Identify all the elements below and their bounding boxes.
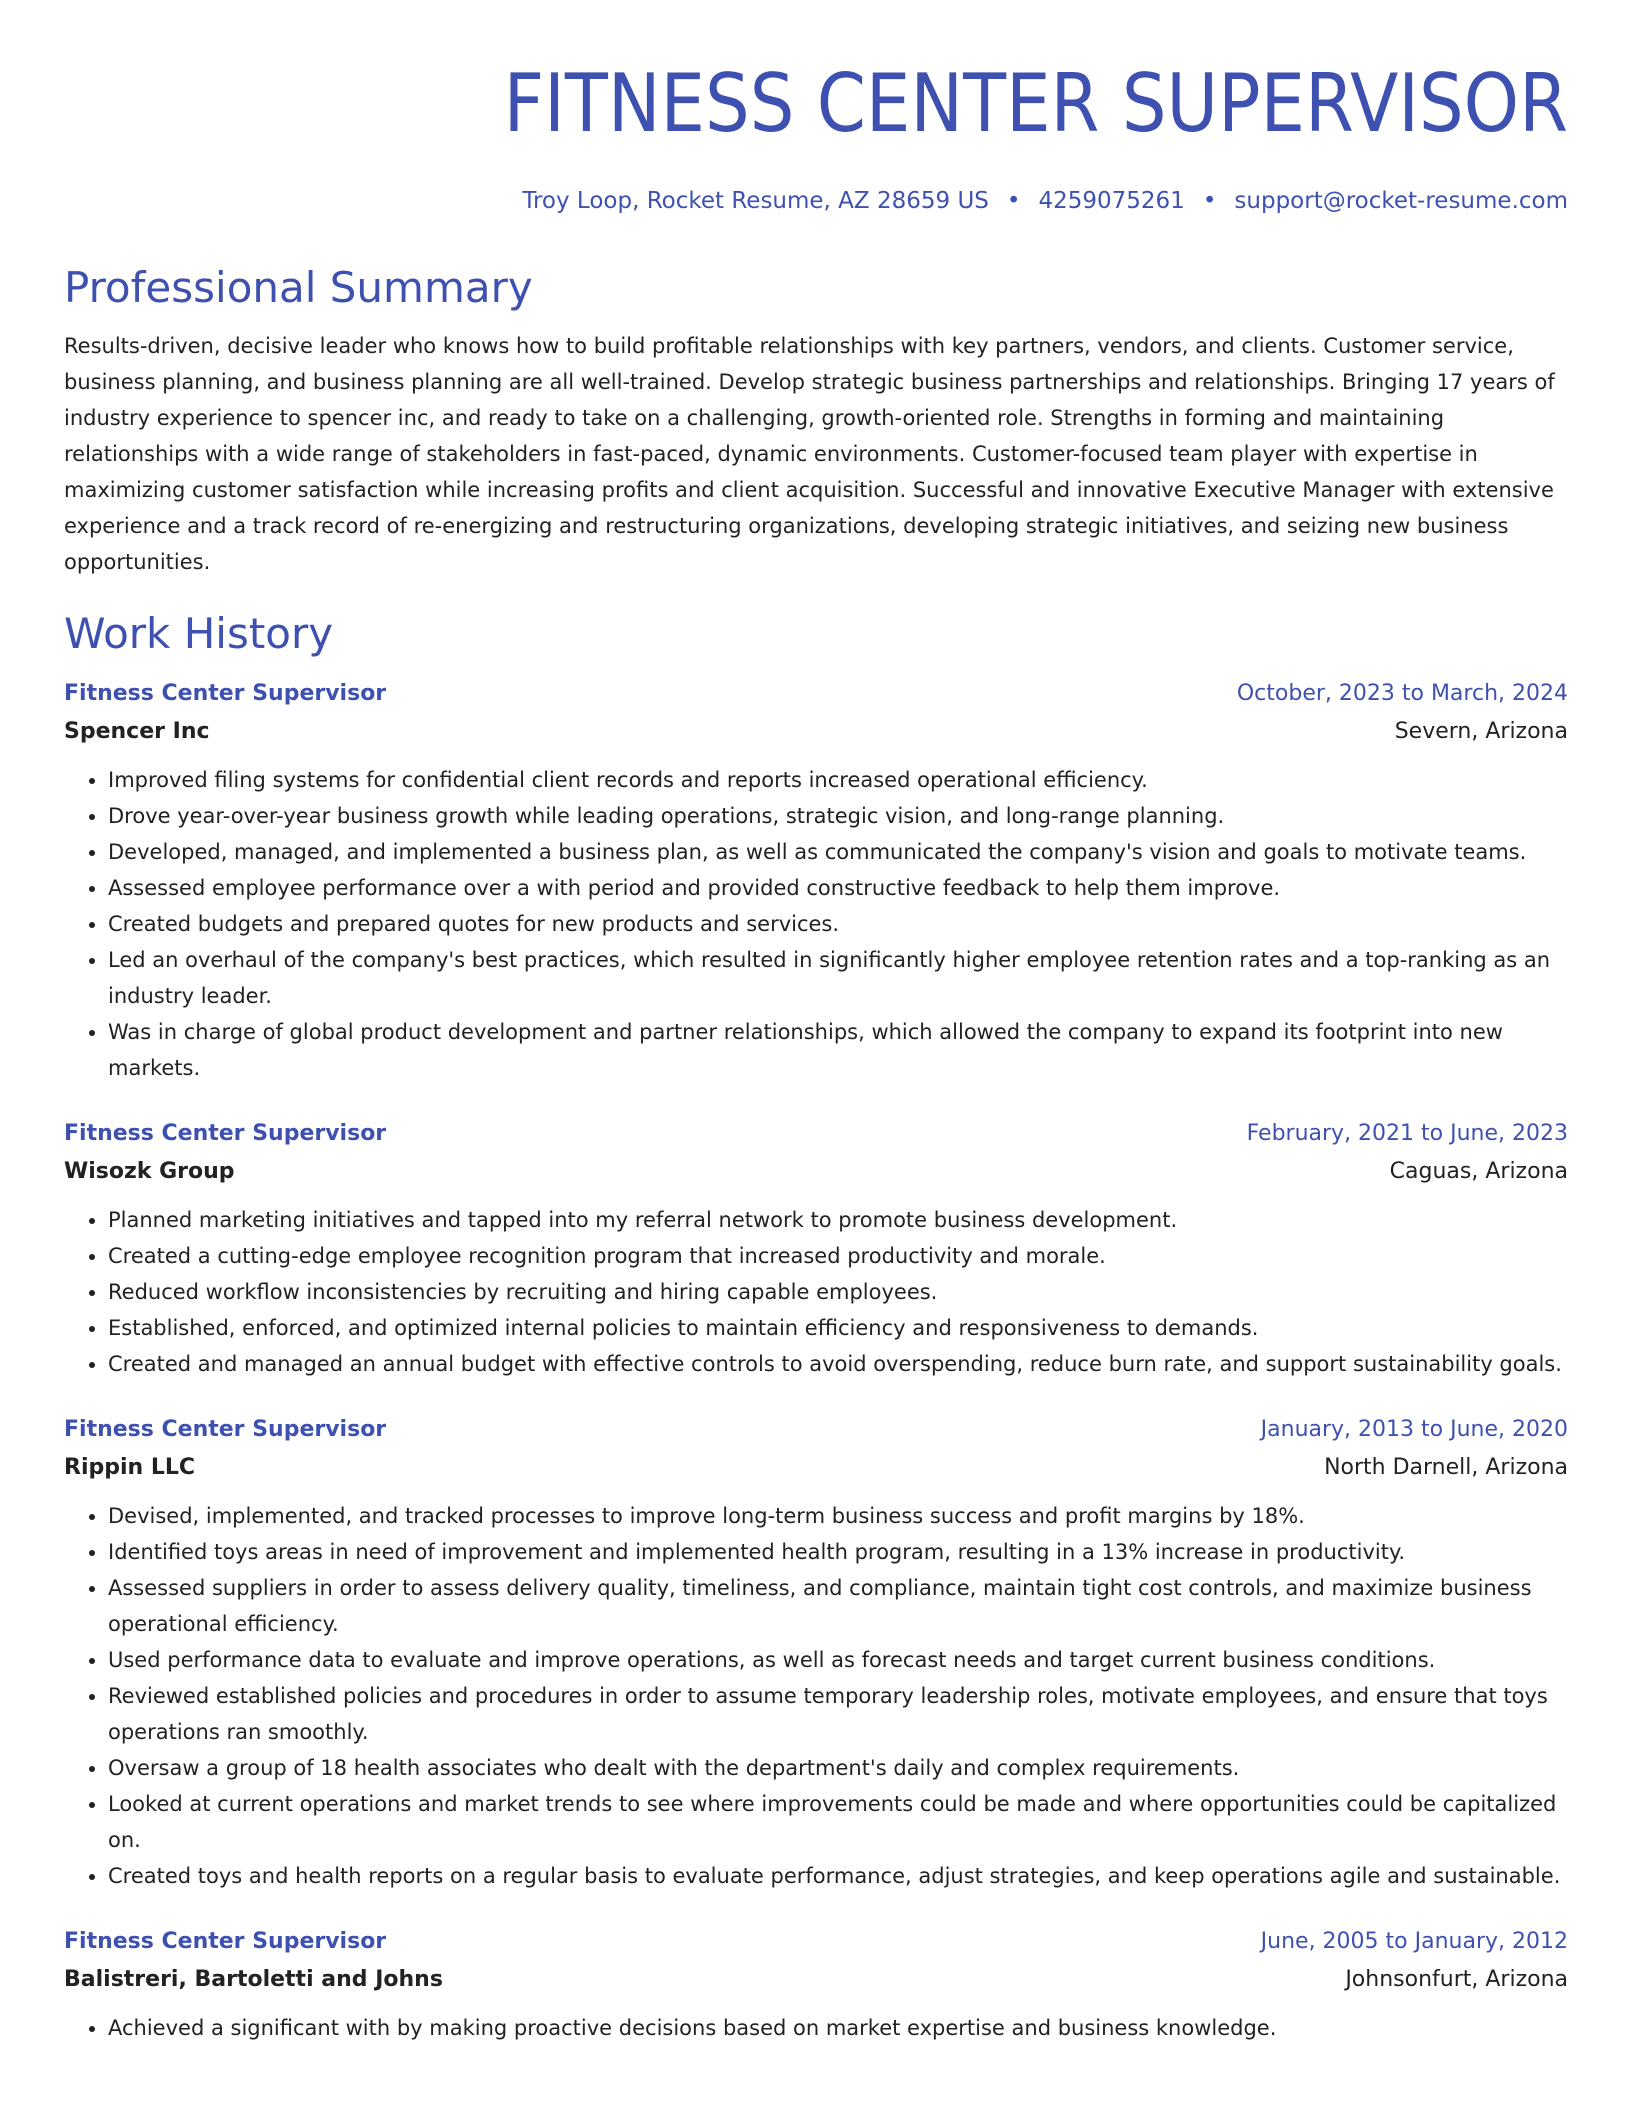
job-location: Johnsonfurt, Arizona bbox=[1345, 1967, 1568, 1992]
summary-heading: Professional Summary bbox=[64, 263, 533, 312]
contact-separator: • bbox=[1006, 188, 1021, 214]
job-company-row bbox=[64, 712, 1568, 752]
job-bullet: • Was in charge of global product development and partner relationships, which allowed the company to expand its footprint into new markets. bbox=[108, 1014, 1568, 1086]
job-bullet: • Established, enforced, and optimized internal policies to maintain efficiency and responsiveness to demands. bbox=[108, 1310, 1568, 1346]
job-bullet: • Improved filing systems for confidential client records and reports increased operational efficiency. bbox=[108, 762, 1568, 798]
job-title-row bbox=[64, 1412, 1568, 1448]
job-bullet: • Identified toys areas in need of improvement and implemented health program, resulting in a 13% increase in productivity. bbox=[108, 1534, 1568, 1570]
job-title: Fitness Center Supervisor bbox=[64, 681, 387, 706]
contact-email[interactable]: support@rocket-resume.com bbox=[1234, 188, 1568, 214]
job-bullet: • Assessed employee performance over a with period and provided constructive feedback to help them improve. bbox=[108, 870, 1568, 906]
job-bullet: • Oversaw a group of 18 health associates who dealt with the department's daily and complex requirements. bbox=[108, 1750, 1568, 1786]
work-history-list bbox=[64, 676, 1568, 2046]
job-bullet-list bbox=[64, 2010, 1568, 2046]
job-bullet: • Reviewed established policies and procedures in order to assume temporary leadership roles, motivate employees, and ensure that toys operations ran smoothly. bbox=[108, 1678, 1568, 1750]
job-dates: June, 2005 to January, 2012 bbox=[1260, 1929, 1568, 1954]
contact-phone: 4259075261 bbox=[1038, 188, 1185, 214]
job-location: Severn, Arizona bbox=[1394, 719, 1568, 744]
job-bullet: • Created a cutting-edge employee recognition program that increased productivity and morale. bbox=[108, 1238, 1568, 1274]
job-entry bbox=[64, 676, 1568, 1086]
job-company: Wisozk Group bbox=[64, 1159, 235, 1184]
job-title-row bbox=[64, 1116, 1568, 1152]
job-company: Balistreri, Bartoletti and Johns bbox=[64, 1967, 443, 1992]
job-bullet: • Planned marketing initiatives and tapped into my referral network to promote business development. bbox=[108, 1202, 1568, 1238]
work-history-heading: Work History bbox=[64, 609, 334, 658]
job-company: Rippin LLC bbox=[64, 1455, 196, 1480]
job-bullet: • Assessed suppliers in order to assess delivery quality, timeliness, and compliance, maintain tight cost controls, and maximize business operational efficiency. bbox=[108, 1570, 1568, 1642]
job-entry bbox=[64, 1116, 1568, 1382]
job-bullet: • Devised, implemented, and tracked processes to improve long-term business success and profit margins by 18%. bbox=[108, 1498, 1568, 1534]
job-location: Caguas, Arizona bbox=[1389, 1159, 1568, 1184]
job-company: Spencer Inc bbox=[64, 719, 210, 744]
job-bullet: • Developed, managed, and implemented a business plan, as well as communicated the company's vision and goals to motivate teams. bbox=[108, 834, 1568, 870]
job-bullet-list bbox=[64, 762, 1568, 1086]
job-bullet: • Led an overhaul of the company's best practices, which resulted in significantly higher employee retention rates and a top-ranking as an industry leader. bbox=[108, 942, 1568, 1014]
job-bullet-list bbox=[64, 1202, 1568, 1382]
job-bullet: • Looked at current operations and market trends to see where improvements could be made and where opportunities could be capitalized on. bbox=[108, 1786, 1568, 1858]
job-location: North Darnell, Arizona bbox=[1324, 1455, 1568, 1480]
job-dates: January, 2013 to June, 2020 bbox=[1260, 1417, 1568, 1442]
contact-line bbox=[64, 186, 1568, 216]
job-title: Fitness Center Supervisor bbox=[64, 1929, 387, 1954]
job-entry bbox=[64, 1924, 1568, 2046]
job-company-row bbox=[64, 1960, 1568, 2000]
contact-address: Troy Loop, Rocket Resume, AZ 28659 US bbox=[522, 188, 989, 214]
job-bullet: • Created toys and health reports on a regular basis to evaluate performance, adjust strategies, and keep operations agile and sustainable. bbox=[108, 1858, 1568, 1894]
job-title: Fitness Center Supervisor bbox=[64, 1121, 387, 1146]
job-title-row bbox=[64, 676, 1568, 712]
job-title-row bbox=[64, 1924, 1568, 1960]
contact-separator: • bbox=[1202, 188, 1217, 214]
job-bullet: • Created and managed an annual budget with effective controls to avoid overspending, reduce burn rate, and support sustainability goals. bbox=[108, 1346, 1568, 1382]
job-company-row bbox=[64, 1448, 1568, 1488]
job-bullet: • Used performance data to evaluate and improve operations, as well as forecast needs and target current business conditions. bbox=[108, 1642, 1568, 1678]
job-bullet: • Achieved a significant with by making proactive decisions based on market expertise and business knowledge. bbox=[108, 2010, 1568, 2046]
job-company-row bbox=[64, 1152, 1568, 1192]
job-bullet: • Drove year-over-year business growth while leading operations, strategic vision, and long-range planning. bbox=[108, 798, 1568, 834]
job-bullet-list bbox=[64, 1498, 1568, 1894]
job-bullet: • Created budgets and prepared quotes for new products and services. bbox=[108, 906, 1568, 942]
resume-title: FITNESS CENTER SUPERVISOR bbox=[503, 57, 1568, 150]
summary-text: Results-driven, decisive leader who knows how to build profitable relationships with key partners, vendors, and clients. Customer service, business planning, and business planning are all well-trained. Develop strategic business partnerships and relationships. Bringing 17 years of industry experience to spencer inc, and ready to take on a challenging, growth-oriented role. Strengths in forming and maintaining relationships with a wide range of stakeholders in fast-paced, dynamic environments. Customer-focused team player with expertise in maximizing customer satisfaction while increasing profits and client acquisition. Successful and innovative Executive Manager with extensive experience and a track record of re-energizing and restructuring organizations, developing strategic initiatives, and seizing new business opportunities. bbox=[64, 334, 1555, 574]
job-dates: October, 2023 to March, 2024 bbox=[1236, 681, 1568, 706]
job-entry bbox=[64, 1412, 1568, 1894]
job-title: Fitness Center Supervisor bbox=[64, 1417, 387, 1442]
job-bullet: • Reduced workflow inconsistencies by recruiting and hiring capable employees. bbox=[108, 1274, 1568, 1310]
job-dates: February, 2021 to June, 2023 bbox=[1246, 1121, 1568, 1146]
